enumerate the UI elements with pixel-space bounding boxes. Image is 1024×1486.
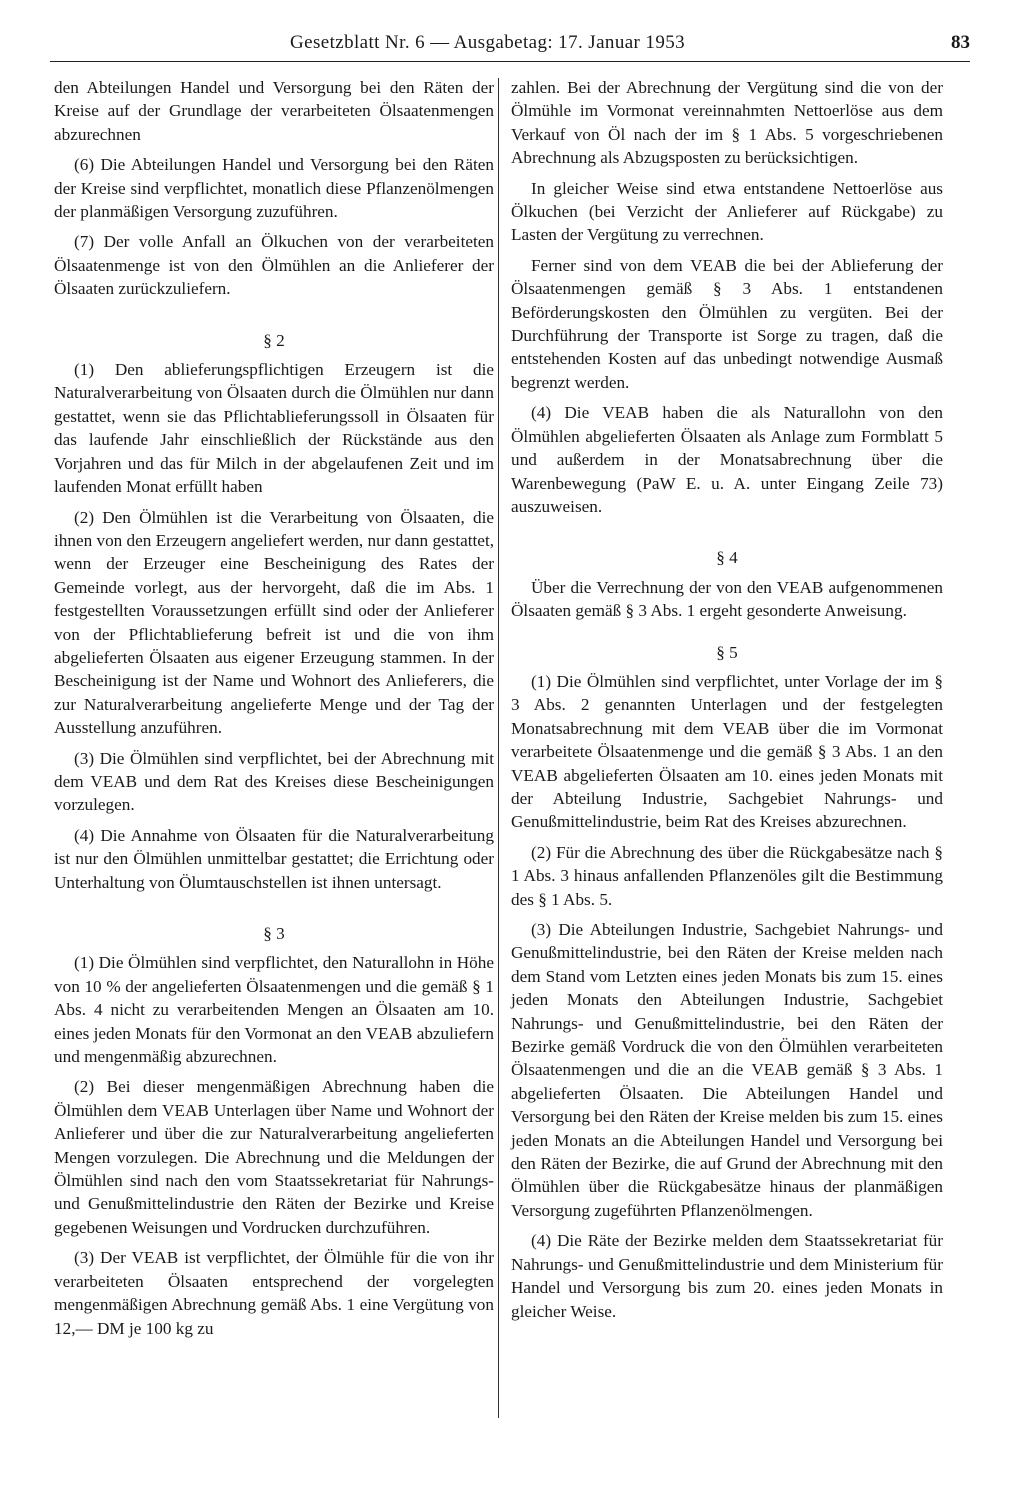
paragraph: (4) Die VEAB haben die als Naturallohn von den Ölmühlen abgelieferten Ölsaaten als Anlage zum Formblatt 5 und außerdem in der Monatsabrechnung über die Warenbewegung (PaW E. u. A. unter Eingang Zeile 73) auszuweisen. <box>511 403 943 516</box>
paragraph: (1) Die Ölmühlen sind verpflichtet, den Naturallohn in Höhe von 10 % der angelieferten Ölsaatenmengen und die gemäß § 1 Abs. 4 nicht zu verarbeitenden Mengen an Ölsaaten am 10. eines jeden Monats für den Vormonat an den VEAB abzuliefern und mengenmäßig abzurechnen. <box>54 953 494 1067</box>
left-column <box>54 76 494 1347</box>
paragraph: In gleicher Weise sind etwa entstandene Nettoerlöse aus Ölkuchen (bei Verzicht der Anlieferer auf Rückgabe) zu Lasten der Vergütung zu verrechnen. <box>511 178 943 245</box>
page-number: 83 <box>951 32 970 53</box>
paragraph: (6) Die Abteilungen Handel und Versorgung bei den Räten der Kreise sind verpflichtet, monatlich diese Pflanzenölmengen der planmäßigen Versorgung zuzuführen. <box>54 155 494 222</box>
paragraph: den Abteilungen Handel und Versorgung bei den Räten der Kreise auf der Grundlage der verarbeiteten Ölsaatenmengen abzurechnen <box>54 78 494 144</box>
paragraph: (4) Die Annahme von Ölsaaten für die Naturalverarbeitung ist nur den Ölmühlen unmittelbar gestattet; die Errichtung oder Unterhaltung von Ölumtauschstellen ist ihnen untersagt. <box>54 825 494 892</box>
paragraph: Ferner sind von dem VEAB die bei der Ablieferung der Ölsaatenmengen gemäß § 3 Abs. 1 entstandenen Beförderungskosten den Ölmühlen zu vergüten. Bei der Durchführung der Transporte ist Sorge zu tragen, daß die entstehenden Kosten auf das unbedingt notwendige Ausmaß begrenzt werden. <box>511 255 943 392</box>
paragraph: (3) Die Ölmühlen sind verpflichtet, bei der Abrechnung mit dem VEAB und dem Rat des Kreises diese Bescheinigungen vorzulegen. <box>54 748 494 815</box>
page-header <box>50 30 970 64</box>
paragraph: (4) Die Räte der Bezirke melden dem Staatssekretariat für Nahrungs- und Genußmittelindustrie und dem Ministerium für Handel und Versorgung bis zum 20. eines jeden Monats in gleicher Weise. <box>511 1231 943 1321</box>
header-rule <box>50 61 970 62</box>
paragraph: (1) Den ablieferungspflichtigen Erzeugern ist die Naturalverarbeitung von Ölsaaten durch die Ölmühlen nur dann gestattet, wenn sie das Pflichtablieferungssoll in Ölsaaten für das laufende Jahr einschließlich der Rückstände aus den Vorjahren und das für Milch in der abgelaufenen Zeit und im laufenden Monat erfüllt haben <box>54 360 494 497</box>
paragraph: (2) Für die Abrechnung des über die Rückgabesätze nach § 1 Abs. 3 hinaus anfallenden Pflanzenöles gilt die Bestimmung des § 1 Abs. 5. <box>511 842 943 909</box>
paragraph: (2) Bei dieser mengenmäßigen Abrechnung haben die Ölmühlen dem VEAB Unterlagen über Name und Wohnort der Anlieferer und über die zur Naturalverarbeitung angelieferten Mengen vorzulegen. Die Abrechnung und die Meldungen der Ölmühlen sind nach den vom Staatssekretariat für Nahrungs- und Genußmittelindustrie den Räten der Bezirke und Kreise gegebenen Weisungen und Vordrucken durchzuführen. <box>54 1077 494 1237</box>
section-heading: § 2 <box>263 330 285 350</box>
paragraph: (3) Der VEAB ist verpflichtet, der Ölmühle für die von ihr verarbeiteten Ölsaaten entsprechend der vorgelegten mengenmäßigen Abrechnung gemäß Abs. 1 eine Vergütung von 12,— DM je 100 kg zu <box>54 1248 494 1338</box>
section-heading: § 5 <box>716 642 738 662</box>
paragraph: Über die Verrechnung der von den VEAB aufgenommenen Ölsaaten gemäß § 3 Abs. 1 ergeht gesonderte Anweisung. <box>511 577 943 621</box>
paragraph: (7) Der volle Anfall an Ölkuchen von der verarbeiteten Ölsaatenmenge ist von den Ölmühlen an die Anlieferer der Ölsaaten zurückzuliefern. <box>54 232 494 299</box>
header-title: Gesetzblatt Nr. 6 — Ausgabetag: 17. Januar 1953 <box>290 32 686 53</box>
paragraph: (2) Den Ölmühlen ist die Verarbeitung von Ölsaaten, die ihnen von den Erzeugern angeliefert werden, nur dann gestattet, wenn der Erzeuger eine Bescheinigung des Rates der Gemeinde vorlegt, aus der hervorgeht, daß die im Abs. 1 festgestellten Voraussetzungen erfüllt sind oder der Anlieferer von der Pflichtablieferung befreit ist und die von ihm abgelieferten Ölsaaten aus eigener Erzeugung stammen. In der Bescheinigung ist der Name und Wohnort des Anlieferers, die zur Naturalverarbeitung angelieferte Menge und der Tag der Ausstellung anzuführen. <box>54 507 495 738</box>
paragraph: (3) Die Abteilungen Industrie, Sachgebiet Nahrungs- und Genußmittelindustrie, bei den Räten der Kreise melden nach dem Stand vom Letzten eines jeden Monats bis zum 15. eines jeden Monats den Abteilungen Industrie, Sachgebiet Nahrungs- und Genußmittelindustrie, bei den Räten der Bezirke gemäß Vordruck die von den Ölmühlen verarbeiteten Ölsaatenmengen und die an die VEAB gemäß § 3 Abs. 1 abgelieferten Ölsaaten. Die Abteilungen Handel und Versorgung bei den Räten der Kreise melden bis zum 15. eines jeden Monats an die Abteilungen Handel und Versorgung bei den Räten der Bezirke, die auf Grund der Abrechnung mit den Ölmühlen über die Rückgabesätze hinaus der planmäßigen Versorgung zugeführten Pflanzenölmengen. <box>511 920 943 1220</box>
column-divider <box>498 78 499 1418</box>
section-heading: § 3 <box>263 924 285 943</box>
paragraph: zahlen. Bei der Abrechnung der Vergütung sind die von der Ölmühle im Vormonat vereinnahmten Nettoerlöse aus dem Verkauf von Öl nach der im § 1 Abs. 5 vorgeschriebenen Abrechnung als Abzugsposten zu berücksichtigen. <box>511 78 943 168</box>
right-column <box>511 76 943 1330</box>
paragraph: (1) Die Ölmühlen sind verpflichtet, unter Vorlage der im § 3 Abs. 2 genannten Unterlagen und der festgelegten Monatsabrechnung mit dem VEAB über die im Vormonat verarbeitete Ölsaatenmenge und die gemäß § 3 Abs. 1 an den VEAB abgelieferten Ölsaaten am 10. eines jeden Monats mit der Abteilung Industrie, Sachgebiet Nahrungs- und Genußmittelindustrie, beim Rat des Kreises abzurechnen. <box>511 671 943 832</box>
section-heading: § 4 <box>716 548 738 568</box>
